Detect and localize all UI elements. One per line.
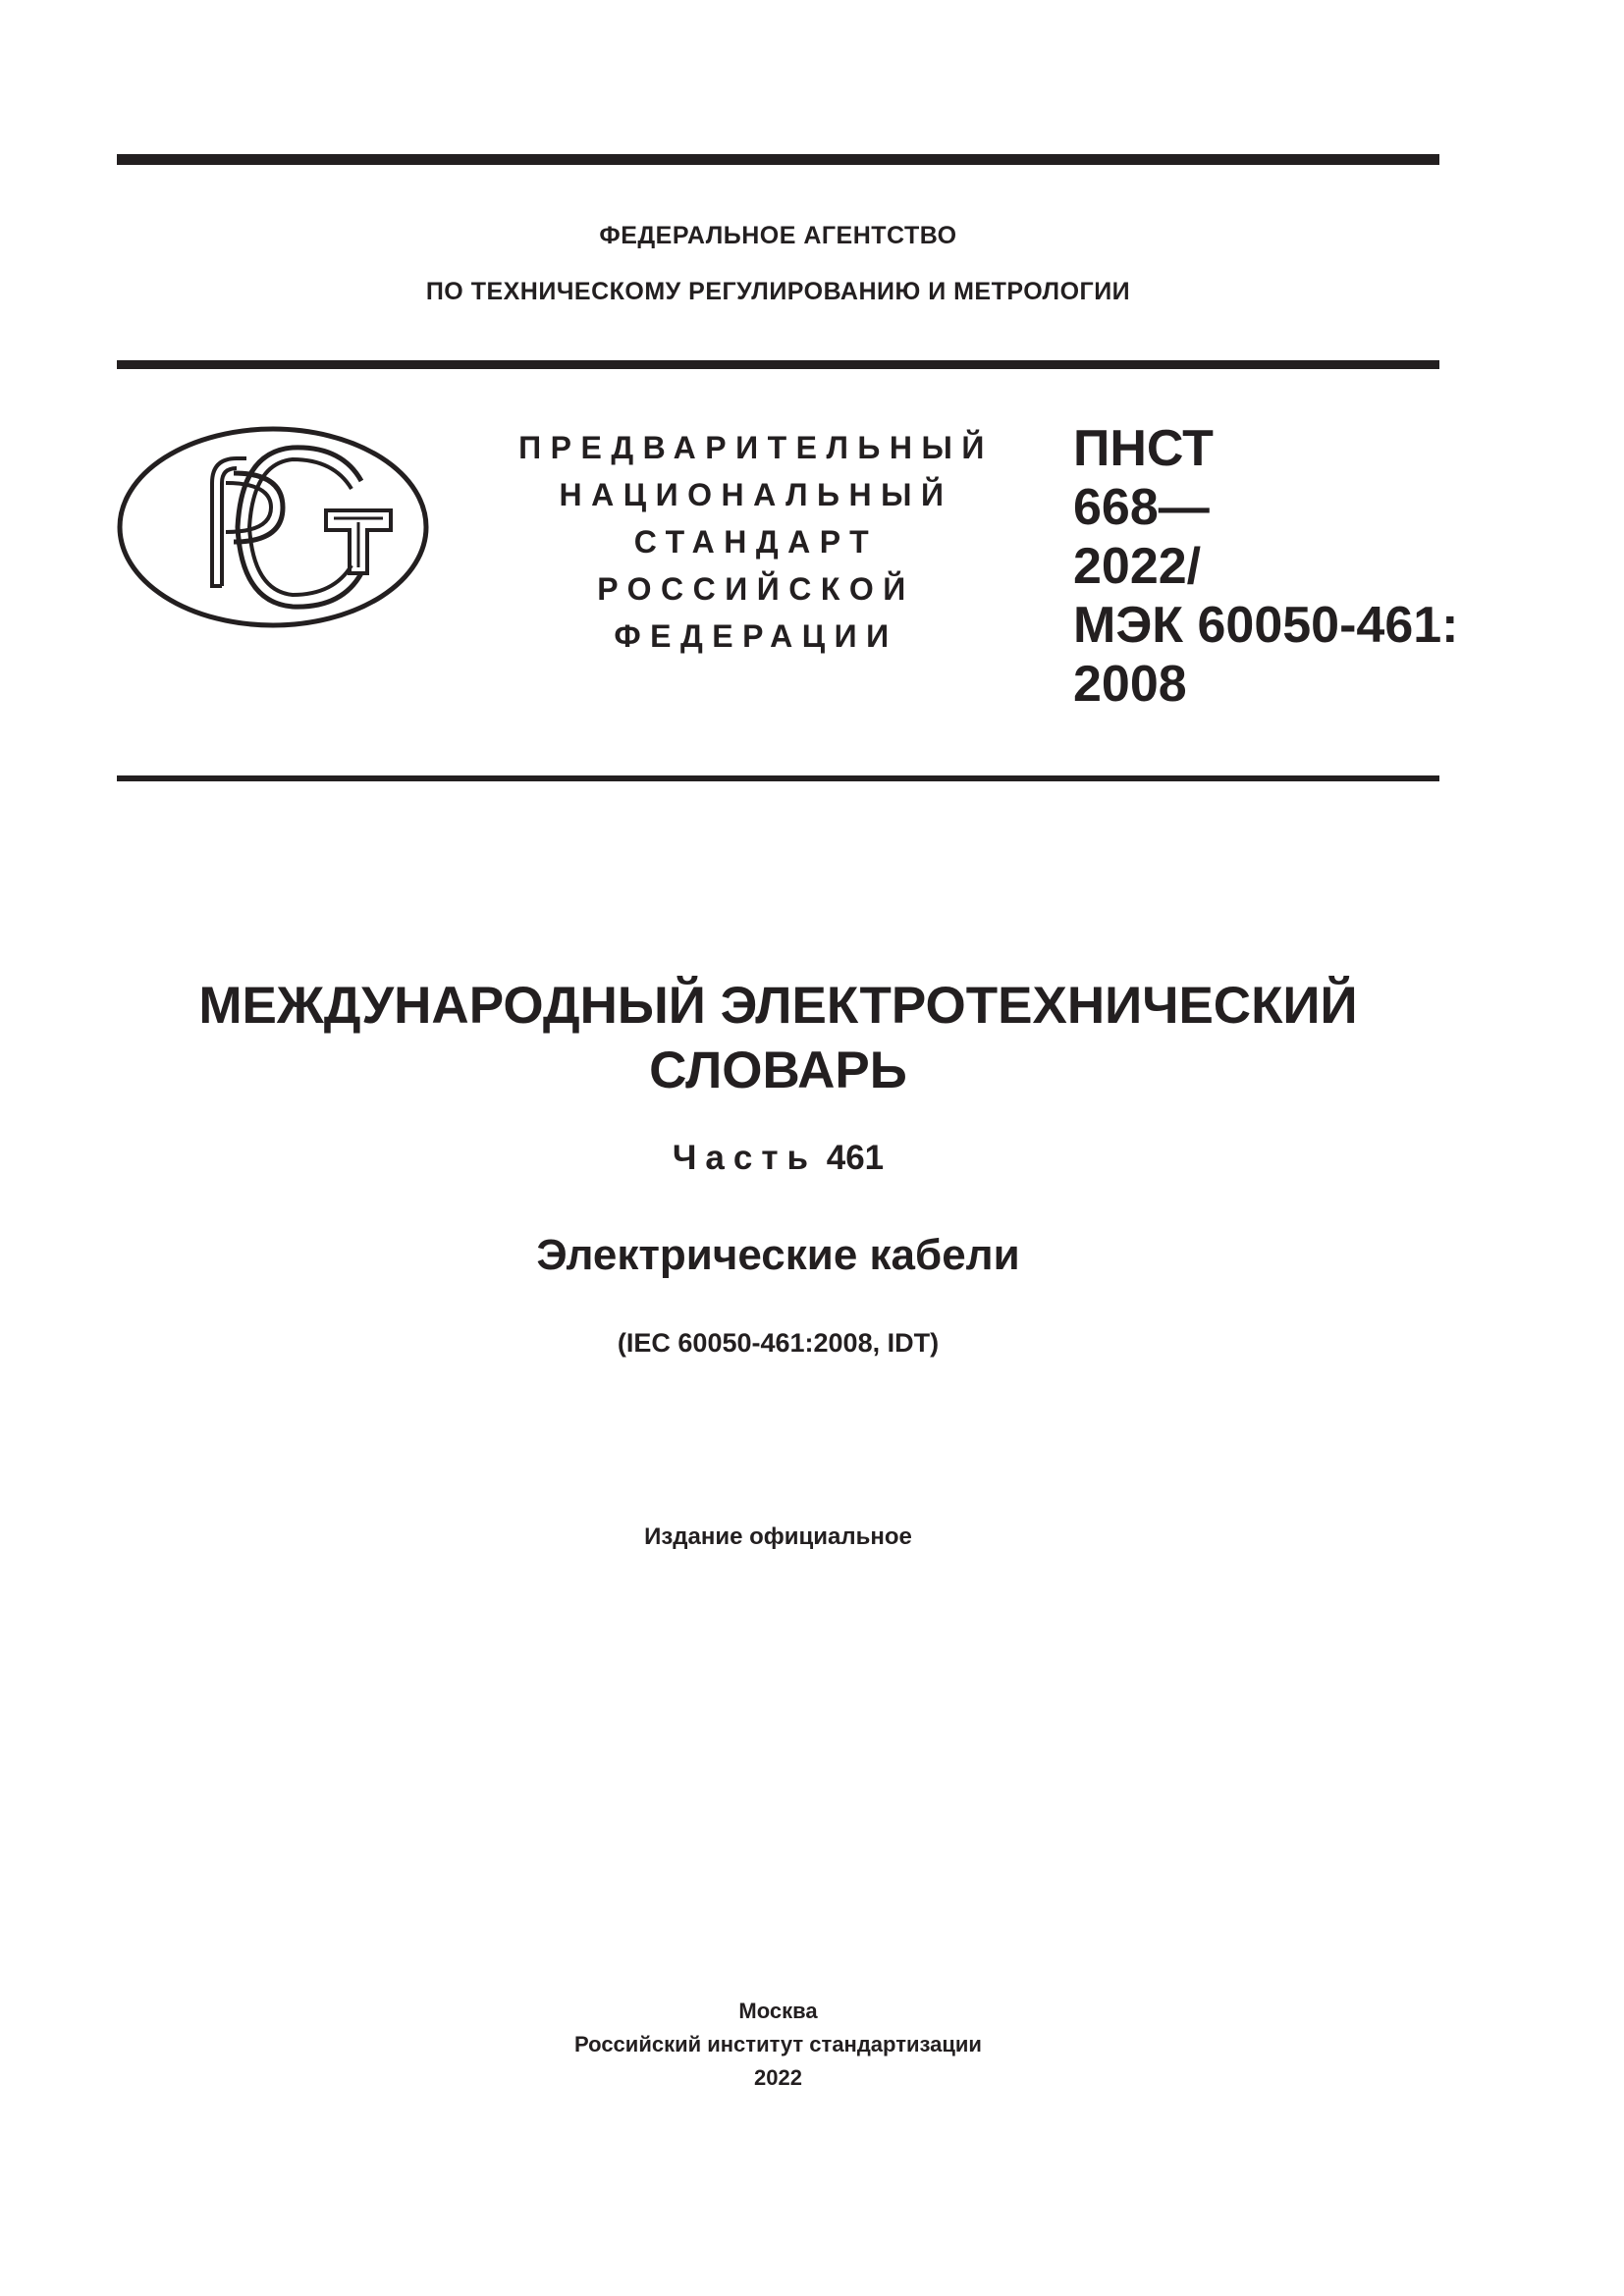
part-heading xyxy=(117,1139,1439,1178)
iec-reference: (IEC 60050-461:2008, IDT) xyxy=(617,1328,940,1358)
rst-logo-icon xyxy=(116,424,430,630)
top-rule xyxy=(117,154,1439,165)
title-line-2: СЛОВАРЬ xyxy=(649,1041,907,1099)
document-title xyxy=(117,974,1439,1103)
standard-designation xyxy=(1073,419,1459,714)
imprint-publisher: Российский институт стандартизации xyxy=(574,2032,982,2056)
designation-line: 668— xyxy=(1073,479,1210,536)
agency-line-2: ПО ТЕХНИЧЕСКОМУ РЕГУЛИРОВАНИЮ И МЕТРОЛОГИИ xyxy=(425,278,1131,305)
title-line-1: МЕЖДУНАРОДНЫЙ ЭЛЕКТРОТЕХНИЧЕСКИЙ xyxy=(198,977,1358,1035)
standard-type-line: СТАНДАРТ xyxy=(633,524,879,560)
standard-type-line: РОССИЙСКОЙ xyxy=(597,571,915,607)
imprint-city: Москва xyxy=(738,1999,818,2023)
standard-type-line: ФЕДЕРАЦИИ xyxy=(614,618,898,654)
standard-type-line: ПРЕДВАРИТЕЛЬНЫЙ xyxy=(518,430,994,465)
designation-line: 2008 xyxy=(1073,656,1187,713)
imprint xyxy=(117,1995,1439,2095)
standard-type-line: НАЦИОНАЛЬНЫЙ xyxy=(559,477,953,512)
imprint-year: 2022 xyxy=(754,2065,802,2090)
part-number: 461 xyxy=(826,1139,885,1177)
designation-rule xyxy=(117,775,1439,781)
standard-type xyxy=(461,424,1051,660)
agency-line-1: ФЕДЕРАЛЬНОЕ АГЕНТСТВО xyxy=(599,222,957,249)
part-word: Часть xyxy=(672,1139,818,1177)
document-subtitle: Электрические кабели xyxy=(536,1231,1020,1279)
designation-line: 2022/ xyxy=(1073,538,1202,595)
designation-line: ПНСТ xyxy=(1073,420,1214,477)
edition-label: Издание официальное xyxy=(644,1523,912,1550)
designation-line: МЭК 60050-461: xyxy=(1073,597,1459,654)
header-rule xyxy=(117,360,1439,369)
